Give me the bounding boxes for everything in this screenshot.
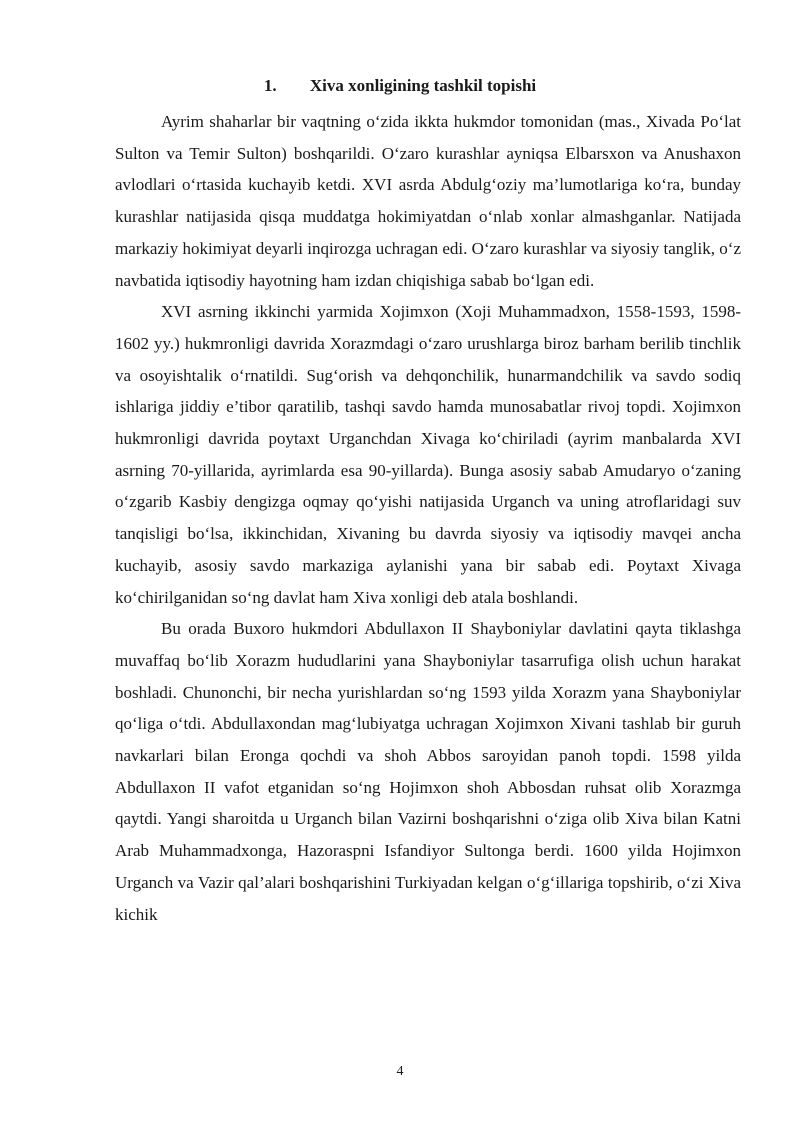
paragraph: Bu orada Buxoro hukmdori Abdullaxon II Shayboniylar davlatini qayta tiklashga muvaffaq bo‘lib Xorazm hududlarini yana Shayboniylar tasarrufiga olish uchun harakat boshladi. Chunonchi, bir necha yurishlardan so‘ng 1593 yilda Xorazm yana Shayboniylar qo‘liga o‘tdi. Abdullaxondan mag‘lubiyatga uchragan Xojimxon Xivani tashlab bir guruh navkarlari bilan Eronga qochdi va shoh Abbos saroyidan panoh topdi. 1598 yilda Abdullaxon II vafot etganidan so‘ng Hojimxon shoh Abbosdan ruhsat olib Xorazmga qaytdi. Yangi sharoitda u Urganch bilan Vazirni boshqarishni o‘ziga olib Xiva bilan Katni Arab Muhammadxonga, Hazoraspni Isfandiyor Sultonga berdi. 1600 yilda Hojimxon Urganch va Vazir qal’alari boshqarishini Turkiyadan kelgan o‘g‘illariga topshirib, o‘zi Xiva kichik [115, 619, 741, 924]
paragraph: XVI asrning ikkinchi yarmida Xojimxon (Xoji Muhammadxon, 1558-1593, 1598-1602 yy.) hukmronligi davrida Xorazmdagi o‘zaro urushlarga biroz barham berilib tinchlik va osoyishtalik o‘rnatildi. Sug‘orish va dehqonchilik, hunarmandchilik va savdo sodiq ishlariga jiddiy e’tibor qaratilib, tashqi savdo hamda munosabatlar rivoj topdi. Xojimxon hukmronligi davrida poytaxt Urganchdan Xivaga ko‘chiriladi (ayrim manbalarda XVI asrning 70-yillarida, ayrimlarda esa 90-yillarda). Bunga asosiy sabab Amudaryo o‘zaning o‘zgarib Kasbiy dengizga oqmay qo‘yishi natijasida Urganch va uning atroflaridagi suv tanqisligi bo‘lsa, ikkinchidan, Xivaning bu davrda siyosiy va iqtisodiy mavqei ancha kuchayib, asosiy savdo markaziga aylanishi yana bir sabab edi. Poytaxt Xivaga ko‘chirilganidan so‘ng davlat ham Xiva xonligi deb atala boshlandi. [115, 302, 741, 607]
page-number: 4 [396, 1064, 404, 1079]
section-number: 1. [263, 76, 277, 95]
section-heading [0, 76, 800, 96]
section-title: Xiva xonligining tashkil topishi [309, 76, 537, 95]
body-text [115, 106, 741, 930]
paragraph: Ayrim shaharlar bir vaqtning o‘zida ikkta hukmdor tomonidan (mas., Xivada Po‘lat Sulton va Temir Sulton) boshqarildi. O‘zaro kurashlar ayniqsa Elbarsxon va Anushaxon avlodlari o‘rtasida kuchayib ketdi. XVI asrda Abdulg‘oziy ma’lumotlariga ko‘ra, bunday kurashlar natijasida qisqa muddatga hokimiyatdan o‘nlab xonlar almashganlar. Natijada markaziy hokimiyat deyarli inqirozga uchragan edi. O‘zaro kurashlar va siyosiy tanglik, o‘z navbatida iqtisodiy hayotning ham izdan chiqishiga sabab bo‘lgan edi. [115, 112, 741, 290]
